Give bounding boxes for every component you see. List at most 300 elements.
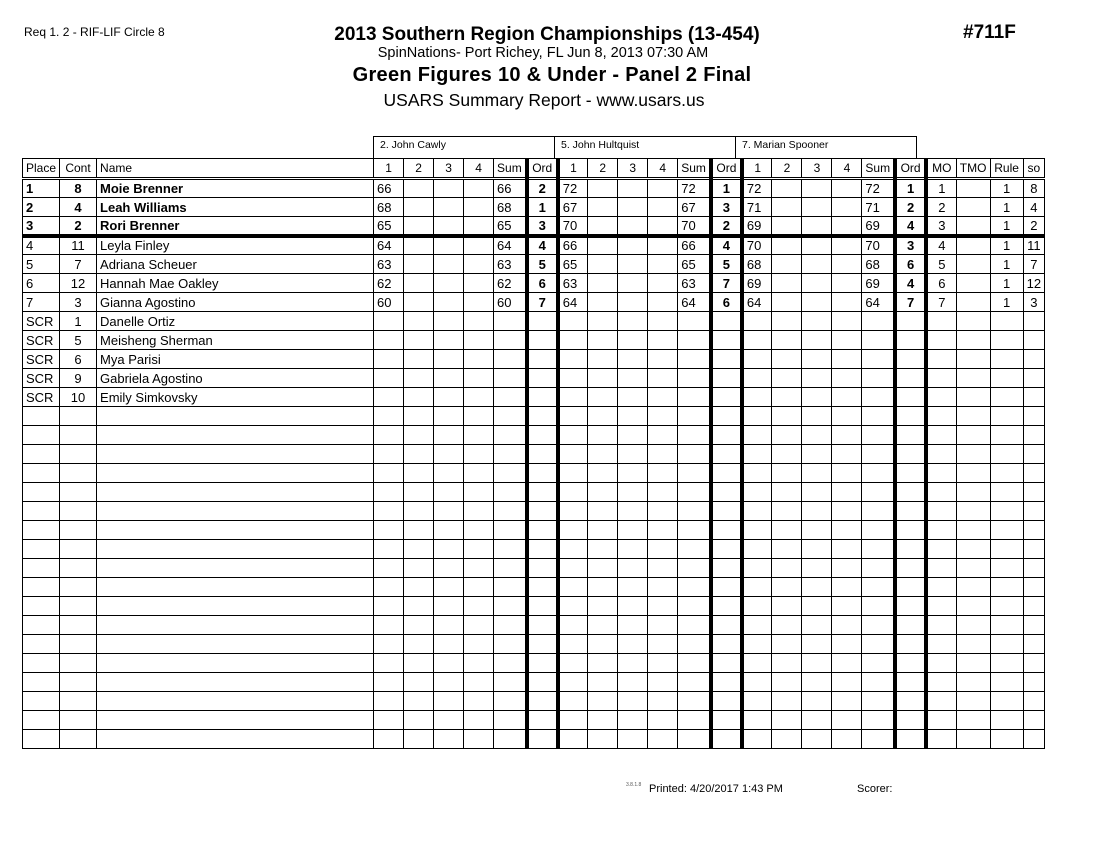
judge3-score-4-cell <box>832 711 862 730</box>
judge1-score-1-cell <box>374 616 404 635</box>
judge1-score-3-cell <box>434 331 464 350</box>
judge1-score-4-cell <box>464 635 494 654</box>
judge3-score-3-cell <box>802 464 832 483</box>
judge2-score-3-cell <box>618 331 648 350</box>
mo-cell <box>926 578 956 597</box>
judge3-score-1-cell <box>742 407 772 426</box>
tmo-cell <box>956 540 990 559</box>
rule-cell <box>990 350 1023 369</box>
judge3-sum-cell <box>862 350 895 369</box>
name-cell <box>97 597 374 616</box>
table-row <box>23 217 1045 236</box>
judge3-score-1-cell <box>742 540 772 559</box>
judge1-score-1-cell <box>374 331 404 350</box>
judge3-score-3-cell <box>802 274 832 293</box>
judge3-score-4-cell <box>832 578 862 597</box>
judge3-ord-cell <box>895 483 926 502</box>
judge2-score-4-cell <box>648 540 678 559</box>
judge2-ord-cell <box>711 502 742 521</box>
rule-cell <box>990 464 1023 483</box>
judge1-score-1-cell <box>374 483 404 502</box>
judge3-sum-cell <box>862 445 895 464</box>
judge3-ord-cell <box>895 502 926 521</box>
judge1-ord-cell <box>527 711 558 730</box>
judge2-score-3-cell <box>618 502 648 521</box>
judge1-score-3-cell <box>434 274 464 293</box>
judge3-sum-cell: 69 <box>862 274 895 293</box>
judge3-sum-cell <box>862 426 895 445</box>
results-table <box>22 158 1045 749</box>
judge1-score-2-cell <box>404 312 434 331</box>
so-cell: 11 <box>1023 236 1044 255</box>
judge3-score-4-cell <box>832 312 862 331</box>
judge2-sum-cell <box>678 369 711 388</box>
rule-cell: 1 <box>990 179 1023 198</box>
judge2-score-3-cell <box>618 179 648 198</box>
judge1-score-1-cell <box>374 559 404 578</box>
judge1-score-3-cell <box>434 464 464 483</box>
rule-cell <box>990 388 1023 407</box>
judge2-score-2-cell <box>588 559 618 578</box>
rule-cell <box>990 616 1023 635</box>
tmo-cell <box>956 255 990 274</box>
j3-col-sum: Sum <box>862 159 895 179</box>
judge1-score-3-cell <box>434 578 464 597</box>
judge3-score-2-cell <box>772 407 802 426</box>
judge1-score-2-cell <box>404 388 434 407</box>
judge3-score-2-cell <box>772 236 802 255</box>
col-tmo: TMO <box>956 159 990 179</box>
judge2-score-1-cell: 65 <box>558 255 588 274</box>
judge2-score-3-cell <box>618 426 648 445</box>
judge1-ord-cell <box>527 597 558 616</box>
judge2-score-3-cell <box>618 559 648 578</box>
j3-col-4: 4 <box>832 159 862 179</box>
table-row <box>23 179 1045 198</box>
judge3-sum-cell: 64 <box>862 293 895 312</box>
judge3-score-1-cell <box>742 483 772 502</box>
name-cell <box>97 464 374 483</box>
judge3-score-1-cell <box>742 388 772 407</box>
so-cell: 2 <box>1023 217 1044 236</box>
judge2-score-3-cell <box>618 236 648 255</box>
judge3-score-2-cell <box>772 540 802 559</box>
so-cell <box>1023 369 1044 388</box>
judge-header-2: 5. John Hultquist <box>554 136 736 158</box>
judge2-sum-cell: 72 <box>678 179 711 198</box>
judge3-sum-cell <box>862 521 895 540</box>
name-cell <box>97 692 374 711</box>
judge3-score-1-cell <box>742 654 772 673</box>
judge3-score-4-cell <box>832 236 862 255</box>
judge3-score-2-cell <box>772 483 802 502</box>
judge1-score-2-cell <box>404 445 434 464</box>
judge1-score-2-cell <box>404 407 434 426</box>
col-place: Place <box>23 159 60 179</box>
judge1-score-3-cell <box>434 711 464 730</box>
judge2-score-1-cell: 63 <box>558 274 588 293</box>
name-cell <box>97 578 374 597</box>
so-cell <box>1023 407 1044 426</box>
mo-cell <box>926 445 956 464</box>
judge2-sum-cell <box>678 483 711 502</box>
mo-cell <box>926 483 956 502</box>
judge2-score-2-cell <box>588 540 618 559</box>
judge2-score-3-cell <box>618 692 648 711</box>
judge1-ord-cell: 7 <box>527 293 558 312</box>
judge2-sum-cell <box>678 312 711 331</box>
judge1-ord-cell <box>527 407 558 426</box>
judge3-sum-cell <box>862 540 895 559</box>
judge2-score-2-cell <box>588 198 618 217</box>
name-cell: Gianna Agostino <box>97 293 374 312</box>
so-cell <box>1023 654 1044 673</box>
so-cell: 3 <box>1023 293 1044 312</box>
judge3-sum-cell: 71 <box>862 198 895 217</box>
cont-cell <box>60 521 97 540</box>
judge2-score-3-cell <box>618 388 648 407</box>
judge1-sum-cell <box>494 483 527 502</box>
j1-col-1: 1 <box>374 159 404 179</box>
empty-row <box>23 445 1045 464</box>
judge1-sum-cell: 65 <box>494 217 527 236</box>
judge2-score-1-cell <box>558 483 588 502</box>
judge1-score-1-cell <box>374 635 404 654</box>
judge2-ord-cell <box>711 578 742 597</box>
judge2-score-1-cell <box>558 540 588 559</box>
judge3-score-3-cell <box>802 692 832 711</box>
judge3-score-2-cell <box>772 369 802 388</box>
judge1-score-4-cell <box>464 426 494 445</box>
judge1-ord-cell: 1 <box>527 198 558 217</box>
table-row <box>23 350 1045 369</box>
tmo-cell <box>956 521 990 540</box>
judge3-score-1-cell <box>742 635 772 654</box>
judge3-score-4-cell <box>832 388 862 407</box>
judge1-score-3-cell <box>434 559 464 578</box>
judge2-sum-cell <box>678 521 711 540</box>
judge2-score-2-cell <box>588 464 618 483</box>
judge1-score-1-cell: 62 <box>374 274 404 293</box>
judge3-score-2-cell <box>772 635 802 654</box>
tmo-cell <box>956 293 990 312</box>
so-cell <box>1023 578 1044 597</box>
tmo-cell <box>956 426 990 445</box>
judge3-score-4-cell <box>832 407 862 426</box>
place-cell <box>23 635 60 654</box>
judge2-score-4-cell <box>648 198 678 217</box>
judge3-score-4-cell <box>832 730 862 749</box>
judge3-sum-cell <box>862 578 895 597</box>
scorer-label: Scorer: <box>857 783 893 795</box>
rule-cell <box>990 483 1023 502</box>
judge3-ord-cell: 4 <box>895 274 926 293</box>
judge2-score-4-cell <box>648 502 678 521</box>
mo-cell <box>926 730 956 749</box>
empty-row <box>23 502 1045 521</box>
tmo-cell <box>956 692 990 711</box>
judge1-score-2-cell <box>404 578 434 597</box>
judge3-score-2-cell <box>772 331 802 350</box>
judge1-score-1-cell <box>374 388 404 407</box>
judge2-ord-cell <box>711 312 742 331</box>
judge1-ord-cell <box>527 464 558 483</box>
cont-cell <box>60 654 97 673</box>
name-cell <box>97 559 374 578</box>
judge1-sum-cell <box>494 578 527 597</box>
judge2-score-1-cell: 72 <box>558 179 588 198</box>
judge1-score-2-cell <box>404 198 434 217</box>
judge1-score-2-cell <box>404 464 434 483</box>
judge3-sum-cell: 69 <box>862 217 895 236</box>
judge2-score-1-cell <box>558 730 588 749</box>
judge1-score-4-cell <box>464 255 494 274</box>
judge1-score-2-cell <box>404 559 434 578</box>
judge1-ord-cell: 3 <box>527 217 558 236</box>
judge1-score-1-cell <box>374 369 404 388</box>
judge3-ord-cell <box>895 464 926 483</box>
judge3-score-3-cell <box>802 483 832 502</box>
judge1-score-4-cell <box>464 483 494 502</box>
tmo-cell <box>956 312 990 331</box>
cont-cell <box>60 578 97 597</box>
judge1-score-3-cell <box>434 692 464 711</box>
judge1-score-2-cell <box>404 236 434 255</box>
judge2-score-4-cell <box>648 312 678 331</box>
cont-cell <box>60 502 97 521</box>
judge2-sum-cell: 63 <box>678 274 711 293</box>
judge1-score-2-cell <box>404 293 434 312</box>
judge3-score-4-cell <box>832 540 862 559</box>
judge1-score-3-cell <box>434 312 464 331</box>
judge1-sum-cell <box>494 711 527 730</box>
judge-header-1: 2. John Cawly <box>373 136 555 158</box>
judge2-score-3-cell <box>618 369 648 388</box>
judge2-score-2-cell <box>588 654 618 673</box>
judge1-score-1-cell <box>374 540 404 559</box>
rule-cell <box>990 559 1023 578</box>
judge2-ord-cell <box>711 445 742 464</box>
judge1-sum-cell <box>494 521 527 540</box>
judge1-score-2-cell <box>404 673 434 692</box>
tmo-cell <box>956 464 990 483</box>
judge2-sum-cell <box>678 597 711 616</box>
judge3-score-3-cell <box>802 331 832 350</box>
judge3-score-1-cell <box>742 426 772 445</box>
judge2-score-3-cell <box>618 711 648 730</box>
judge1-score-1-cell: 63 <box>374 255 404 274</box>
judge2-sum-cell: 65 <box>678 255 711 274</box>
judge3-score-3-cell <box>802 293 832 312</box>
judge3-sum-cell <box>862 312 895 331</box>
so-cell <box>1023 730 1044 749</box>
j2-col-sum: Sum <box>678 159 711 179</box>
so-cell <box>1023 597 1044 616</box>
so-cell <box>1023 388 1044 407</box>
place-cell <box>23 464 60 483</box>
so-cell <box>1023 426 1044 445</box>
name-cell: Leyla Finley <box>97 236 374 255</box>
judge2-score-1-cell <box>558 559 588 578</box>
judge1-score-1-cell <box>374 350 404 369</box>
judge3-score-1-cell: 72 <box>742 179 772 198</box>
judge3-sum-cell <box>862 616 895 635</box>
judge1-score-3-cell <box>434 350 464 369</box>
judge3-score-1-cell <box>742 597 772 616</box>
judge3-score-1-cell: 64 <box>742 293 772 312</box>
judge3-score-4-cell <box>832 331 862 350</box>
judge2-score-3-cell <box>618 312 648 331</box>
cont-cell <box>60 540 97 559</box>
mo-cell: 7 <box>926 293 956 312</box>
cont-cell: 11 <box>60 236 97 255</box>
empty-row <box>23 559 1045 578</box>
judge3-ord-cell <box>895 616 926 635</box>
judge3-score-2-cell <box>772 502 802 521</box>
so-cell <box>1023 692 1044 711</box>
name-cell <box>97 711 374 730</box>
judge3-score-1-cell <box>742 445 772 464</box>
judge1-ord-cell <box>527 426 558 445</box>
judge3-score-2-cell <box>772 217 802 236</box>
cont-cell: 6 <box>60 350 97 369</box>
judge3-score-4-cell <box>832 293 862 312</box>
judge3-ord-cell: 1 <box>895 179 926 198</box>
judge2-score-1-cell <box>558 426 588 445</box>
judge2-score-4-cell <box>648 407 678 426</box>
judge1-sum-cell <box>494 426 527 445</box>
judge1-score-4-cell <box>464 293 494 312</box>
judge2-sum-cell <box>678 673 711 692</box>
name-cell <box>97 635 374 654</box>
judge1-score-4-cell <box>464 578 494 597</box>
judge2-score-1-cell: 64 <box>558 293 588 312</box>
judge1-score-2-cell <box>404 730 434 749</box>
judge1-score-1-cell: 65 <box>374 217 404 236</box>
judge2-score-2-cell <box>588 179 618 198</box>
tmo-cell <box>956 616 990 635</box>
judge2-ord-cell: 7 <box>711 274 742 293</box>
cont-cell: 10 <box>60 388 97 407</box>
judge1-score-4-cell <box>464 597 494 616</box>
judge1-score-1-cell <box>374 445 404 464</box>
empty-row <box>23 711 1045 730</box>
judge3-score-4-cell <box>832 217 862 236</box>
judge2-sum-cell <box>678 445 711 464</box>
judge3-sum-cell <box>862 483 895 502</box>
column-header-row <box>23 159 1045 179</box>
judge3-score-3-cell <box>802 654 832 673</box>
judge3-score-4-cell <box>832 445 862 464</box>
name-cell: Moie Brenner <box>97 179 374 198</box>
judge1-score-4-cell <box>464 350 494 369</box>
judge3-ord-cell <box>895 635 926 654</box>
judge3-score-3-cell <box>802 597 832 616</box>
rule-cell: 1 <box>990 293 1023 312</box>
judge3-ord-cell <box>895 350 926 369</box>
j2-col-1: 1 <box>558 159 588 179</box>
judge1-score-3-cell <box>434 673 464 692</box>
judge2-score-2-cell <box>588 521 618 540</box>
place-cell <box>23 578 60 597</box>
judge2-score-1-cell <box>558 673 588 692</box>
judge1-sum-cell <box>494 350 527 369</box>
judge3-score-1-cell <box>742 521 772 540</box>
place-cell <box>23 597 60 616</box>
judge1-score-3-cell <box>434 597 464 616</box>
tmo-cell <box>956 578 990 597</box>
so-cell <box>1023 616 1044 635</box>
empty-row <box>23 616 1045 635</box>
judge1-sum-cell <box>494 445 527 464</box>
judge1-score-3-cell <box>434 236 464 255</box>
cont-cell <box>60 635 97 654</box>
place-cell <box>23 502 60 521</box>
judge3-score-4-cell <box>832 559 862 578</box>
judge1-score-4-cell <box>464 654 494 673</box>
judge2-score-4-cell <box>648 654 678 673</box>
judge3-ord-cell: 3 <box>895 236 926 255</box>
judge1-ord-cell: 2 <box>527 179 558 198</box>
rule-cell <box>990 312 1023 331</box>
judge3-score-3-cell <box>802 255 832 274</box>
judge2-score-3-cell <box>618 578 648 597</box>
rule-cell <box>990 597 1023 616</box>
tmo-cell <box>956 597 990 616</box>
judge2-score-4-cell <box>648 673 678 692</box>
name-cell <box>97 483 374 502</box>
judge2-score-4-cell <box>648 578 678 597</box>
judge1-score-4-cell <box>464 692 494 711</box>
judge2-ord-cell <box>711 654 742 673</box>
judge3-score-2-cell <box>772 578 802 597</box>
col-rule: Rule <box>990 159 1023 179</box>
judge3-sum-cell <box>862 597 895 616</box>
so-cell <box>1023 540 1044 559</box>
tmo-cell <box>956 559 990 578</box>
name-cell <box>97 445 374 464</box>
judge-header-3: 7. Marian Spooner <box>735 136 917 158</box>
judge2-sum-cell <box>678 730 711 749</box>
judge2-score-4-cell <box>648 331 678 350</box>
judge1-sum-cell <box>494 635 527 654</box>
judge3-score-1-cell <box>742 331 772 350</box>
cont-cell: 4 <box>60 198 97 217</box>
judge1-sum-cell <box>494 559 527 578</box>
tmo-cell <box>956 730 990 749</box>
judge3-ord-cell <box>895 426 926 445</box>
judge2-score-2-cell <box>588 597 618 616</box>
judge3-score-3-cell <box>802 616 832 635</box>
judge2-score-4-cell <box>648 464 678 483</box>
judge3-score-3-cell <box>802 673 832 692</box>
judge2-sum-cell <box>678 540 711 559</box>
rule-cell: 1 <box>990 255 1023 274</box>
judge1-score-1-cell <box>374 312 404 331</box>
cont-cell <box>60 559 97 578</box>
judge2-score-1-cell <box>558 635 588 654</box>
judge2-score-2-cell <box>588 350 618 369</box>
judge1-sum-cell: 60 <box>494 293 527 312</box>
judge2-sum-cell <box>678 388 711 407</box>
judge3-score-1-cell <box>742 616 772 635</box>
judge1-ord-cell <box>527 331 558 350</box>
judge3-score-2-cell <box>772 711 802 730</box>
judge2-score-1-cell: 67 <box>558 198 588 217</box>
so-cell <box>1023 445 1044 464</box>
name-cell <box>97 616 374 635</box>
judge3-ord-cell <box>895 578 926 597</box>
